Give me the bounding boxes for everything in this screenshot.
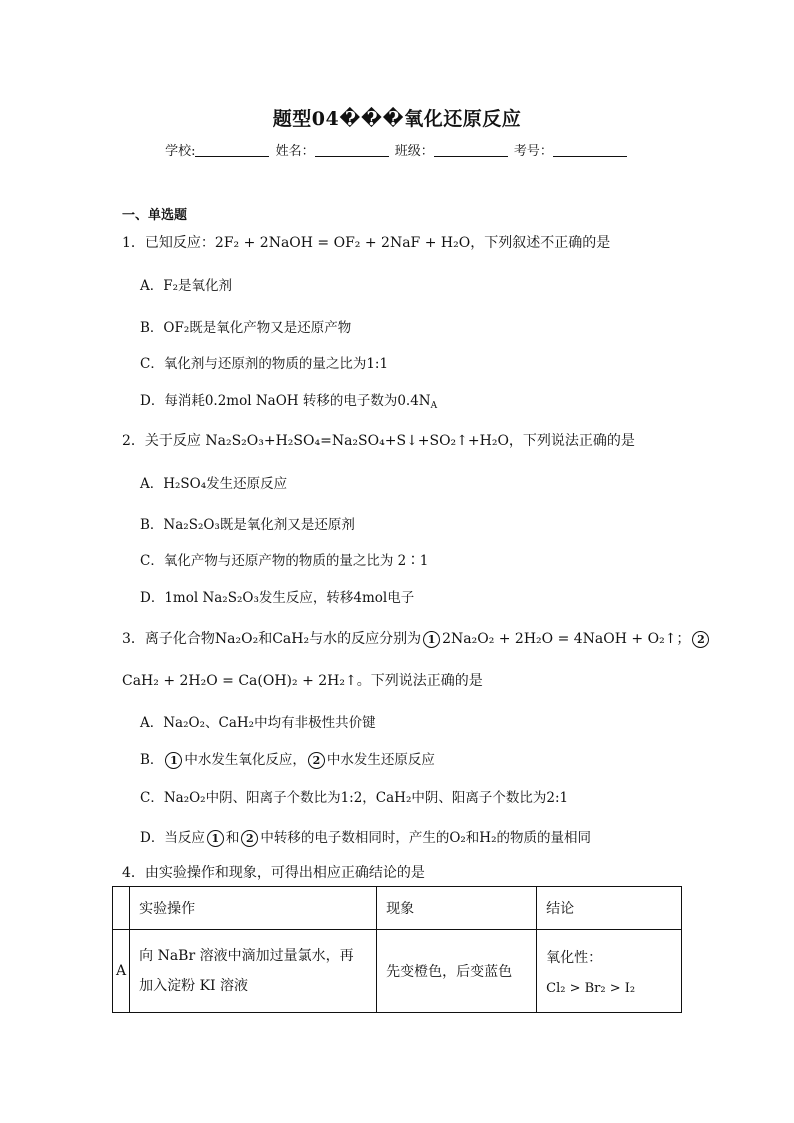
section-heading: 一、单选题 xyxy=(122,208,188,223)
experiment-table xyxy=(112,886,682,1013)
q2-option-b: B．Na₂S₂O₃既是氧化剂又是还原剂 xyxy=(140,517,355,533)
conclusion-value: Cl₂ > Br₂ > I₂ xyxy=(546,980,636,996)
q3-option-d-prefix: D．当反应 xyxy=(140,830,205,846)
q3-stem: 3．离子化合物Na₂O₂和CaH₂与水的反应分别为 xyxy=(122,631,422,647)
q2-option-d: D．1mol Na₂S₂O₃发生反应，转移4mol电子 xyxy=(140,590,415,606)
student-info-line xyxy=(0,140,794,159)
q1-option-b: B．OF₂既是氧化产物又是还原产物 xyxy=(140,320,352,336)
q1-equation: 2F₂ + 2NaOH = OF₂ + 2NaF + H₂O xyxy=(214,235,471,251)
q3-equation-1: 2Na₂O₂ + 2H₂O = 4NaOH + O₂↑； xyxy=(442,631,691,647)
question-1-stem xyxy=(122,232,610,252)
table-cell-phenomenon: 先变橙色，后变蓝色 xyxy=(377,930,537,1013)
q3-option-d-rest: 中转移的电子数相同时，产生的O₂和H₂的物质的量相同 xyxy=(260,830,591,846)
table-header-row xyxy=(113,887,682,930)
q1-stem-post: ，下列叙述不正确的是 xyxy=(470,235,611,251)
q3-option-b-part2: 中水发生还原反应 xyxy=(326,752,435,768)
table-header-phenomenon: 现象 xyxy=(377,887,537,930)
class-label: 班级： xyxy=(394,144,434,159)
q3-option-b-prefix: B． xyxy=(140,752,164,768)
question-2-stem: 2．关于反应 Na₂S₂O₃+H₂SO₄=Na₂SO₄+S↓+SO₂↑+H₂O，下列说法正确的是 xyxy=(122,433,635,449)
table-header-blank xyxy=(113,887,130,930)
table-row xyxy=(113,930,682,1013)
table-header-conclusion: 结论 xyxy=(537,887,682,930)
table-cell-conclusion xyxy=(537,930,682,1013)
conclusion-title: 氧化性： xyxy=(546,949,603,966)
q1-option-d-text: D．每消耗0.2mol NaOH 转移的电子数为0.4N xyxy=(140,393,431,409)
q3-option-d-and: 和 xyxy=(225,830,240,846)
q3-option-d xyxy=(140,826,591,847)
q1-stem-pre: 1．已知反应： xyxy=(122,235,215,251)
q3-option-a: A．Na₂O₂、CaH₂中均有非极性共价键 xyxy=(140,715,376,731)
school-blank xyxy=(195,144,269,157)
q2-option-a: A．H₂SO₄发生还原反应 xyxy=(140,476,288,492)
question-3-stem-line1 xyxy=(122,628,711,648)
circled-number-1: 1 xyxy=(207,830,224,847)
table-row-label: A xyxy=(113,930,130,1013)
q3-option-b xyxy=(140,748,435,769)
q1-option-d xyxy=(140,389,437,409)
circled-number-2: 2 xyxy=(692,631,709,648)
school-label: 学校: xyxy=(165,144,196,159)
table-header-operation: 实验操作 xyxy=(130,887,377,930)
circled-number-1: 1 xyxy=(165,752,182,769)
number-blank xyxy=(553,144,627,157)
circled-number-2: 2 xyxy=(241,830,258,847)
q1-option-a: A．F₂是氧化剂 xyxy=(140,278,233,294)
question-4-stem: 4．由实验操作和现象，可得出相应正确结论的是 xyxy=(122,865,425,881)
q3-option-b-part1: 中水发生氧化反应， xyxy=(184,752,306,768)
question-3-stem-line2: CaH₂ + 2H₂O = Ca(OH)₂ + 2H₂↑。下列说法正确的是 xyxy=(122,673,483,689)
q2-option-c: C．氧化产物与还原产物的物质的量之比为 2∶1 xyxy=(140,553,429,569)
q3-option-c: C．Na₂O₂中阴、阳离子个数比为1:2，CaH₂中阴、阳离子个数比为2:1 xyxy=(140,790,569,806)
circled-number-1: 1 xyxy=(423,631,440,648)
name-label: 姓名： xyxy=(275,144,315,159)
page-title: 题型04���氧化还原反应 xyxy=(272,108,522,130)
number-label: 考号： xyxy=(513,144,553,159)
class-blank xyxy=(434,144,508,157)
q1-option-d-subscript: A xyxy=(430,401,438,411)
q1-option-c: C．氧化剂与还原剂的物质的量之比为1:1 xyxy=(140,356,389,372)
circled-number-2: 2 xyxy=(308,752,325,769)
name-blank xyxy=(315,144,389,157)
table-cell-operation: 向 NaBr 溶液中滴加过量氯水，再加入淀粉 KI 溶液 xyxy=(130,930,377,1013)
